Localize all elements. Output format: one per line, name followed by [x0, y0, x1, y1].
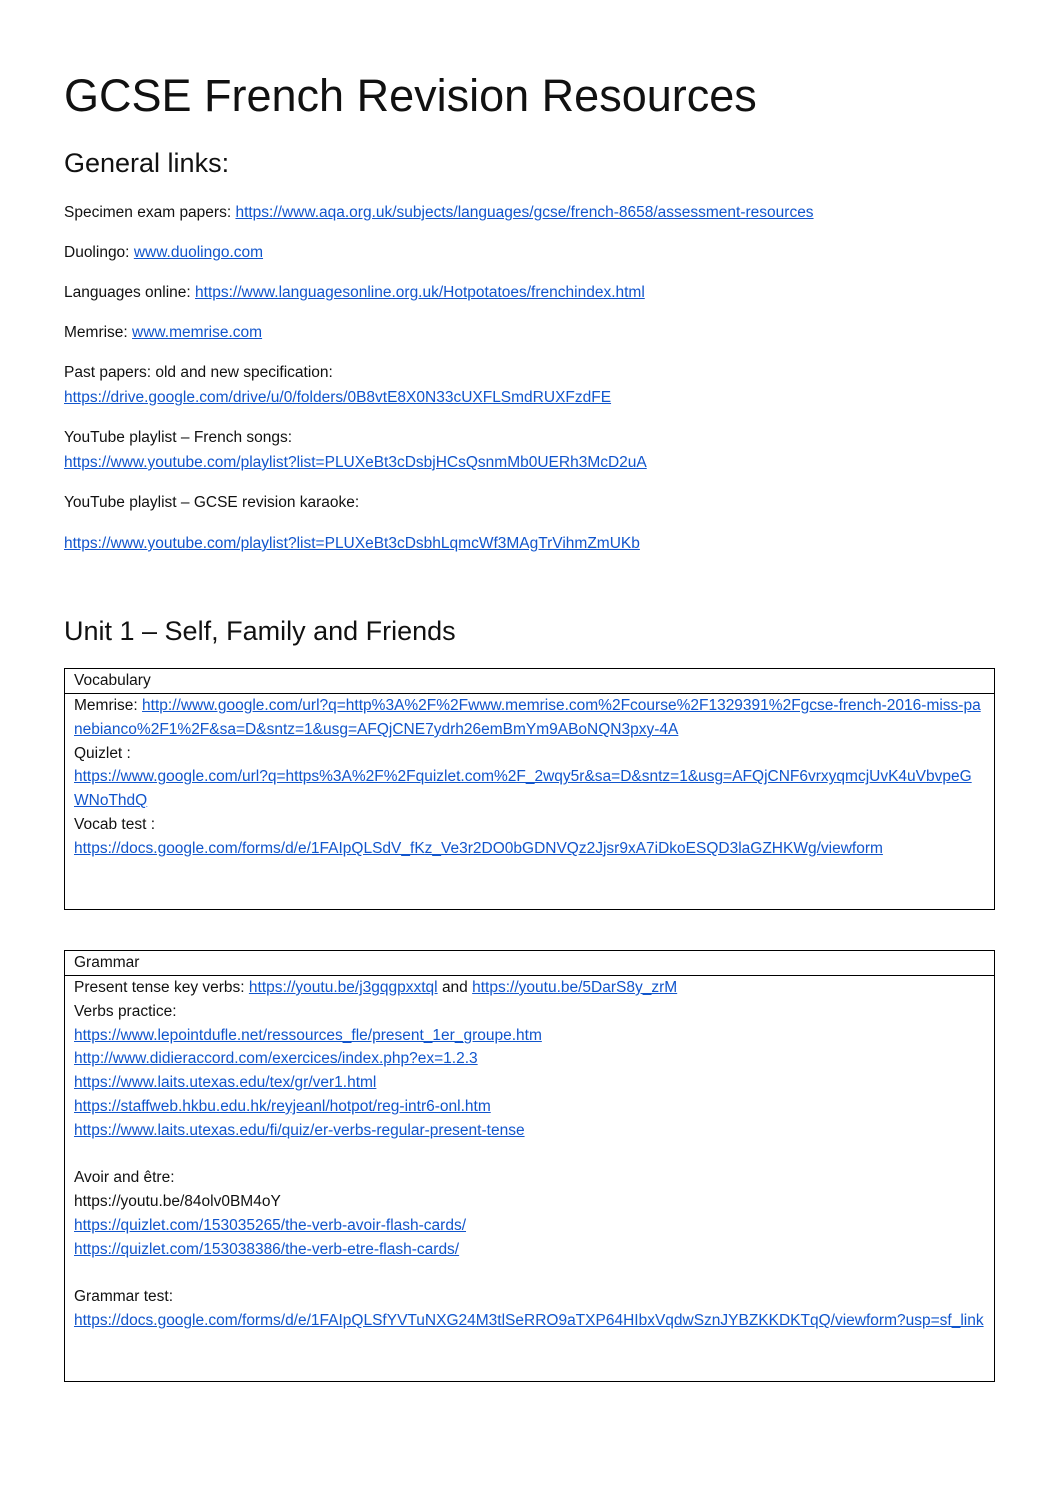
grammar-present-label: Present tense key verbs:: [74, 979, 245, 996]
page-title: GCSE French Revision Resources: [64, 70, 757, 121]
specimen-papers-link[interactable]: https://www.aqa.org.uk/subjects/languages/gcse/french-8658/assessment-resources: [235, 204, 814, 221]
general-item-songs-url: [64, 450, 647, 475]
verbs-practice-link[interactable]: https://www.lepointdufle.net/ressources_fle/present_1er_groupe.htm: [74, 1026, 542, 1044]
general-item-karaoke-label: YouTube playlist – GCSE revision karaoke:: [64, 494, 360, 511]
vocab-quizlet-link[interactable]: https://www.google.com/url?q=https%3A%2F%2Fquizlet.com%2F_2wqy5r&sa=D&sntz=1&usg=AFQjCNF6vrxyqmcjUvK4uVbvpeGWNoThdQ: [74, 768, 972, 810]
vocabulary-box: [64, 668, 995, 910]
grammar-test-label: Grammar test:: [74, 1288, 174, 1306]
vocab-test-row: [74, 837, 985, 861]
vocab-test-link[interactable]: https://docs.google.com/forms/d/e/1FAIpQLSdV_fKz_Ve3r2DO0bGDNVQz2Jjsr9xA7iDkoESQD3laGZHKWg/viewform: [74, 839, 883, 857]
grammar-body: [65, 976, 994, 1333]
verbs-practice-link[interactable]: https://staffweb.hkbu.edu.hk/reyjeanl/hotpot/reg-intr6-onl.htm: [74, 1097, 491, 1115]
past-papers-link[interactable]: https://drive.google.com/drive/u/0/folders/0B8vtE8X0N33cUXFLSmdRUXFzdFE: [64, 389, 612, 406]
grammar-present-row: [74, 976, 985, 1000]
unit1-heading: Unit 1 – Self, Family and Friends: [64, 616, 456, 646]
avoir-flashcards-link[interactable]: https://quizlet.com/153035265/the-verb-avoir-flash-cards/: [74, 1216, 467, 1234]
grammar-avoir-label: Avoir and être:: [74, 1169, 175, 1187]
vocab-memrise-row: [74, 694, 985, 742]
duolingo-link[interactable]: www.duolingo.com: [133, 244, 264, 261]
grammar-test-row: [74, 1309, 985, 1333]
present-tense-video-link-2[interactable]: https://youtu.be/5DarS8y_zrM: [472, 979, 678, 996]
general-item-memrise: [64, 320, 262, 345]
vocab-quizlet-label: Quizlet :: [74, 744, 131, 762]
vocab-quizlet-row: [74, 765, 985, 813]
general-item-specimen: [64, 200, 814, 225]
present-tense-video-link-1[interactable]: https://youtu.be/j3gqgpxxtql: [248, 979, 438, 996]
general-item-label: Languages online:: [64, 284, 191, 301]
vocab-memrise-label: Memrise:: [74, 697, 138, 714]
general-item-songs-label: YouTube playlist – French songs:: [64, 429, 293, 446]
general-links-heading: General links:: [64, 148, 230, 178]
general-item-label: Memrise:: [64, 324, 128, 341]
grammar-header: Grammar: [65, 951, 994, 976]
vocab-test-label: Vocab test :: [74, 815, 155, 833]
verbs-practice-link[interactable]: https://www.laits.utexas.edu/fi/quiz/er-verbs-regular-present-tense: [74, 1121, 525, 1139]
karaoke-playlist-link[interactable]: https://www.youtube.com/playlist?list=PLUXeBt3cDsbhLqmcWf3MAgTrVihmZmUKb: [64, 535, 640, 552]
languages-online-link[interactable]: https://www.languagesonline.org.uk/Hotpotatoes/frenchindex.html: [195, 284, 645, 301]
general-item-past-papers-url: [64, 385, 611, 410]
grammar-box: [64, 950, 995, 1382]
spacer: [74, 1143, 985, 1167]
spacer: [74, 1262, 985, 1286]
vocabulary-header: Vocabulary: [65, 669, 994, 694]
general-item-label: Duolingo:: [64, 244, 130, 261]
verbs-practice-link[interactable]: http://www.didieraccord.com/exercices/index.php?ex=1.2.3: [74, 1050, 478, 1068]
general-item-past-papers-label: Past papers: old and new specification:: [64, 364, 333, 381]
vocabulary-body: [65, 694, 994, 861]
etre-flashcards-link[interactable]: https://quizlet.com/153038386/the-verb-etre-flash-cards/: [74, 1240, 460, 1258]
grammar-present-and: and: [441, 979, 468, 996]
general-item-duolingo: [64, 240, 263, 265]
memrise-link[interactable]: www.memrise.com: [132, 324, 263, 341]
grammar-verbs-label: Verbs practice:: [74, 1002, 177, 1020]
general-item-karaoke-url: [64, 531, 640, 556]
verbs-practice-link[interactable]: https://www.laits.utexas.edu/tex/gr/ver1.html: [74, 1074, 377, 1092]
grammar-avoir-plain-url: https://youtu.be/84olv0BM4oY: [74, 1193, 281, 1211]
grammar-test-link[interactable]: https://docs.google.com/forms/d/e/1FAIpQLSfYVTuNXG24M3tlSeRRO9aTXP64HIbxVqdwSznJYBZKKDKTqQ/viewform?usp=sf_link: [74, 1312, 984, 1330]
vocab-memrise-link[interactable]: http://www.google.com/url?q=http%3A%2F%2Fwww.memrise.com%2Fcourse%2F1329391%2Fgcse-french-2016-miss-panebianco%2F1%2F&sa=D&sntz=1&usg=AFQjCNE7ydrh26emBmYm9ABoNQN3pxy-4A: [74, 697, 981, 738]
general-item-label: Specimen exam papers:: [64, 204, 232, 221]
general-item-languages-online: [64, 280, 645, 305]
french-songs-playlist-link[interactable]: https://www.youtube.com/playlist?list=PLUXeBt3cDsbjHCsQsnmMb0UERh3McD2uA: [64, 454, 647, 471]
